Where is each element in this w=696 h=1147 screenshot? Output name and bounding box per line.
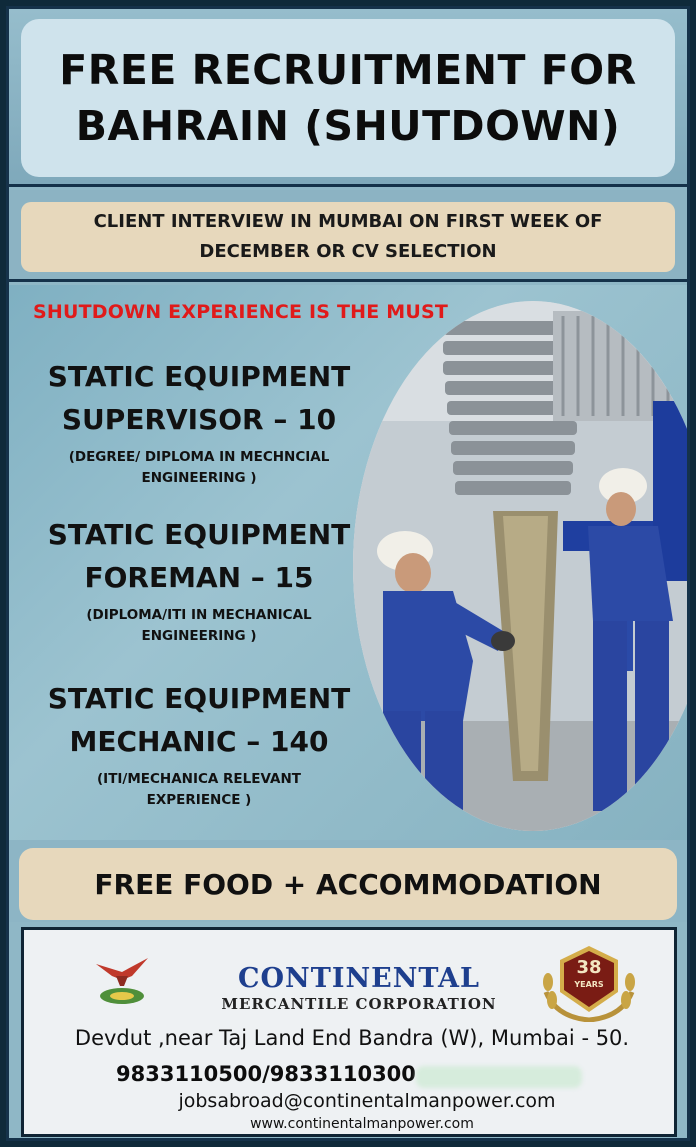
company-name-line2: MERCANTILE CORPORATION xyxy=(221,995,497,1013)
benefits-text: FREE FOOD + ACCOMMODATION xyxy=(94,867,602,901)
company-footer xyxy=(21,927,677,1137)
position-supervisor xyxy=(9,355,389,489)
redacted-area xyxy=(416,1066,582,1088)
position-foreman xyxy=(9,513,389,647)
benefits-section xyxy=(9,840,687,922)
interview-panel xyxy=(21,202,675,272)
company-website[interactable]: www.continentalmanpower.com xyxy=(250,1116,474,1132)
position-qualification: (ITI/MECHANICA RELEVANT EXPERIENCE ) xyxy=(97,771,301,808)
position-title: STATIC EQUIPMENT SUPERVISOR – 10 xyxy=(47,360,351,436)
position-mechanic xyxy=(9,677,389,811)
company-address: Devdut ,near Taj Land End Bandra (W), Mumbai - 50. xyxy=(74,1026,630,1050)
benefits-panel xyxy=(19,848,677,920)
company-email[interactable]: jobsabroad@continentalmanpower.com xyxy=(178,1090,556,1112)
interview-text: CLIENT INTERVIEW IN MUMBAI ON FIRST WEEK OF DECEMBER OR CV SELECTION xyxy=(93,211,603,262)
positions-section xyxy=(9,285,687,840)
company-phones: 9833110500/9833110300 xyxy=(116,1062,416,1086)
interview-section xyxy=(9,190,687,282)
workers-photo-illustration xyxy=(353,301,687,831)
badge-text: YEARS xyxy=(574,980,604,989)
recruitment-poster xyxy=(6,6,690,1141)
badge-number: 38 xyxy=(576,957,602,978)
position-qualification: (DIPLOMA/ITI IN MECHANICAL ENGINEERING ) xyxy=(86,607,312,644)
position-qualification: (DEGREE/ DIPLOMA IN MECHNCIAL ENGINEERING ) xyxy=(68,449,330,486)
workers-photo xyxy=(353,301,687,831)
page-title: FREE RECRUITMENT FOR BAHRAIN (SHUTDOWN) xyxy=(59,46,637,150)
company-name-line1: CONTINENTAL xyxy=(238,963,480,994)
position-title: STATIC EQUIPMENT MECHANIC – 140 xyxy=(47,682,351,758)
company-name xyxy=(174,964,544,1014)
anniversary-badge-icon xyxy=(536,942,642,1022)
requirement-text: SHUTDOWN EXPERIENCE IS THE MUST xyxy=(33,301,449,323)
header-section xyxy=(9,9,687,187)
title-panel xyxy=(21,19,675,177)
eagle-logo-icon xyxy=(92,950,152,1010)
position-title: STATIC EQUIPMENT FOREMAN – 15 xyxy=(47,518,351,594)
